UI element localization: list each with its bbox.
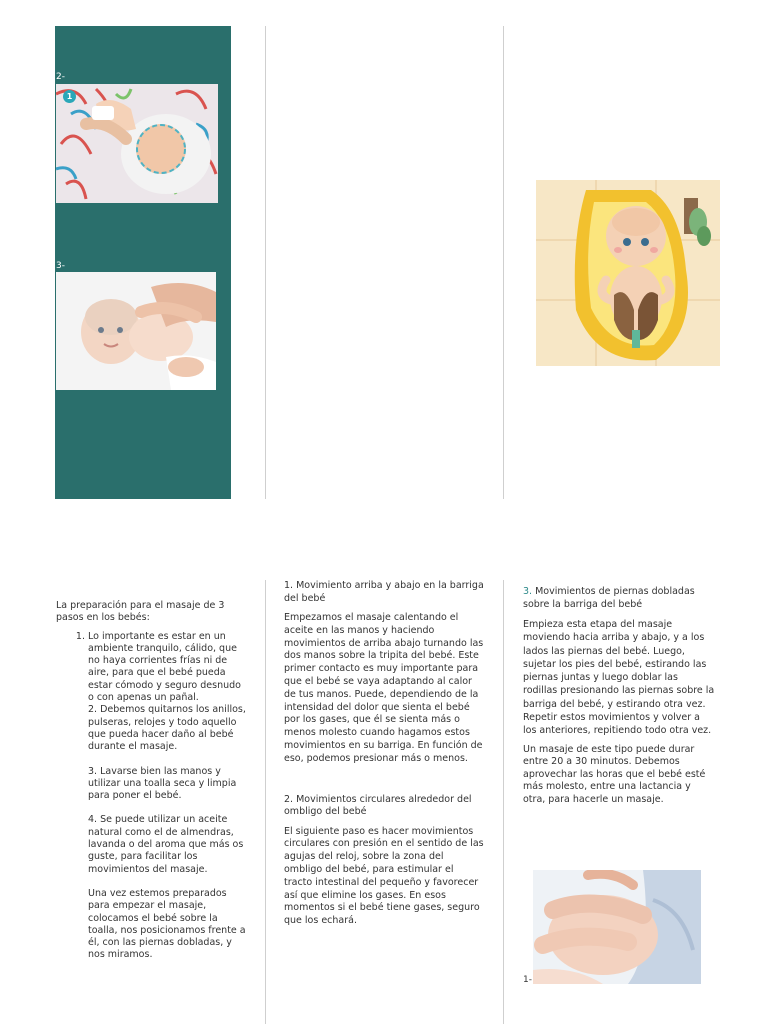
steps-column-3 (523, 586, 715, 812)
step-badge (63, 90, 76, 103)
step-1-text: Empezamos el masaje calentando el aceite en las manos y haciendo movimientos de arriba abajo turnando las dos manos sobre la tripita del bebé. Este primer contacto es muy importante para que el bebé se vaya adaptando al calor de tus manos. Puede, dependiendo de la intensidad del dolor que sienta el bebé por los gases, que él se sienta más o menos molesto cuando hagamos estos movimientos en su barriga. En función de eso, podemos presionar más o menos. (284, 612, 484, 764)
preparation-closing: Una vez estemos preparados para empezar el masaje, colocamos el bebé sobre la toalla, nos posicionamos frente a él, con las piernas dobladas, y nos miramos. (88, 887, 246, 961)
step-1-heading: 1. Movimiento arriba y abajo en la barriga del bebé (284, 580, 484, 604)
baby-illustration (536, 180, 720, 366)
column-divider-2 (503, 26, 504, 499)
preparation-column (56, 600, 248, 962)
belly-massage-photo-1 (533, 870, 701, 984)
step-2-text: El siguiente paso es hacer movimientos circulares con presión en el sentido de las agujas del reloj, sobre la zona del ombligo del bebé, para estimular el tracto intestinal del pequeño y favorecer así que elimine los gases. En esos momentos si el bebé tiene gases, seguro que los echará. (284, 825, 484, 927)
column-divider-1 (265, 26, 266, 499)
step-3-heading (523, 586, 715, 611)
step-3-text: Empieza esta etapa del masaje moviendo hacia arriba y abajo, y a los lados las piernas del bebé. Luego, sujetar los pies del bebé, estirando las piernas juntas y luego doblar las rodillas presionando las piernas sobre la barriga del bebé, y estirando otra vez. Repetir estos movimientos y volver a los anteriores, repitiendo todo otra vez. (523, 619, 715, 737)
baby-massage-photo-2 (56, 84, 218, 203)
steps-column-1-2 (284, 580, 484, 934)
column-divider-4 (503, 580, 504, 1024)
preparation-step-4: 4. Se puede utilizar un aceite natural como el de almendras, lavanda o del aroma que más os guste, para facilitar los movimientos del masaje. (88, 814, 244, 875)
step-2-heading: 2. Movimientos circulares alrededor del ombligo del bebé (284, 793, 472, 818)
step-label-3: 3- (56, 261, 65, 271)
step-badge-number: 1 (66, 92, 73, 101)
step-3-number: 3. (523, 586, 533, 597)
step-label-2: 2- (56, 72, 65, 82)
baby-massage-photo-3 (56, 272, 216, 390)
preparation-step-1: 1. Lo importante es estar en un ambiente tranquilo, cálido, que no haya corrientes frías ni de aire, para que el bebé pueda estar cómodo y seguro desnudo o con apenas un pañal. (88, 630, 241, 704)
step-label-1: 1- (523, 975, 532, 985)
preparation-step-2: 2. Debemos quitarnos los anillos, pulseras, relojes y todo aquello que pueda hacer daño al bebé durante el masaje. (88, 704, 246, 753)
preparation-intro: La preparación para el masaje de 3 pasos en los bebés: (56, 600, 225, 624)
column-divider-3 (265, 580, 266, 1024)
step-3-heading-text: Movimientos de piernas dobladas sobre la barriga del bebé (523, 586, 695, 610)
preparation-step-3: 3. Lavarse bien las manos y utilizar una toalla seca y limpia para poner el bebé. (88, 765, 237, 802)
preparation-list (56, 631, 248, 962)
massage-duration-text: Un masaje de este tipo puede durar entre 20 a 30 minutos. Debemos aprovechar las horas que el bebé esté más molesto, entre una lactancia y otra, para hacerle un masaje. (523, 743, 706, 805)
preparation-list-item (88, 631, 248, 962)
